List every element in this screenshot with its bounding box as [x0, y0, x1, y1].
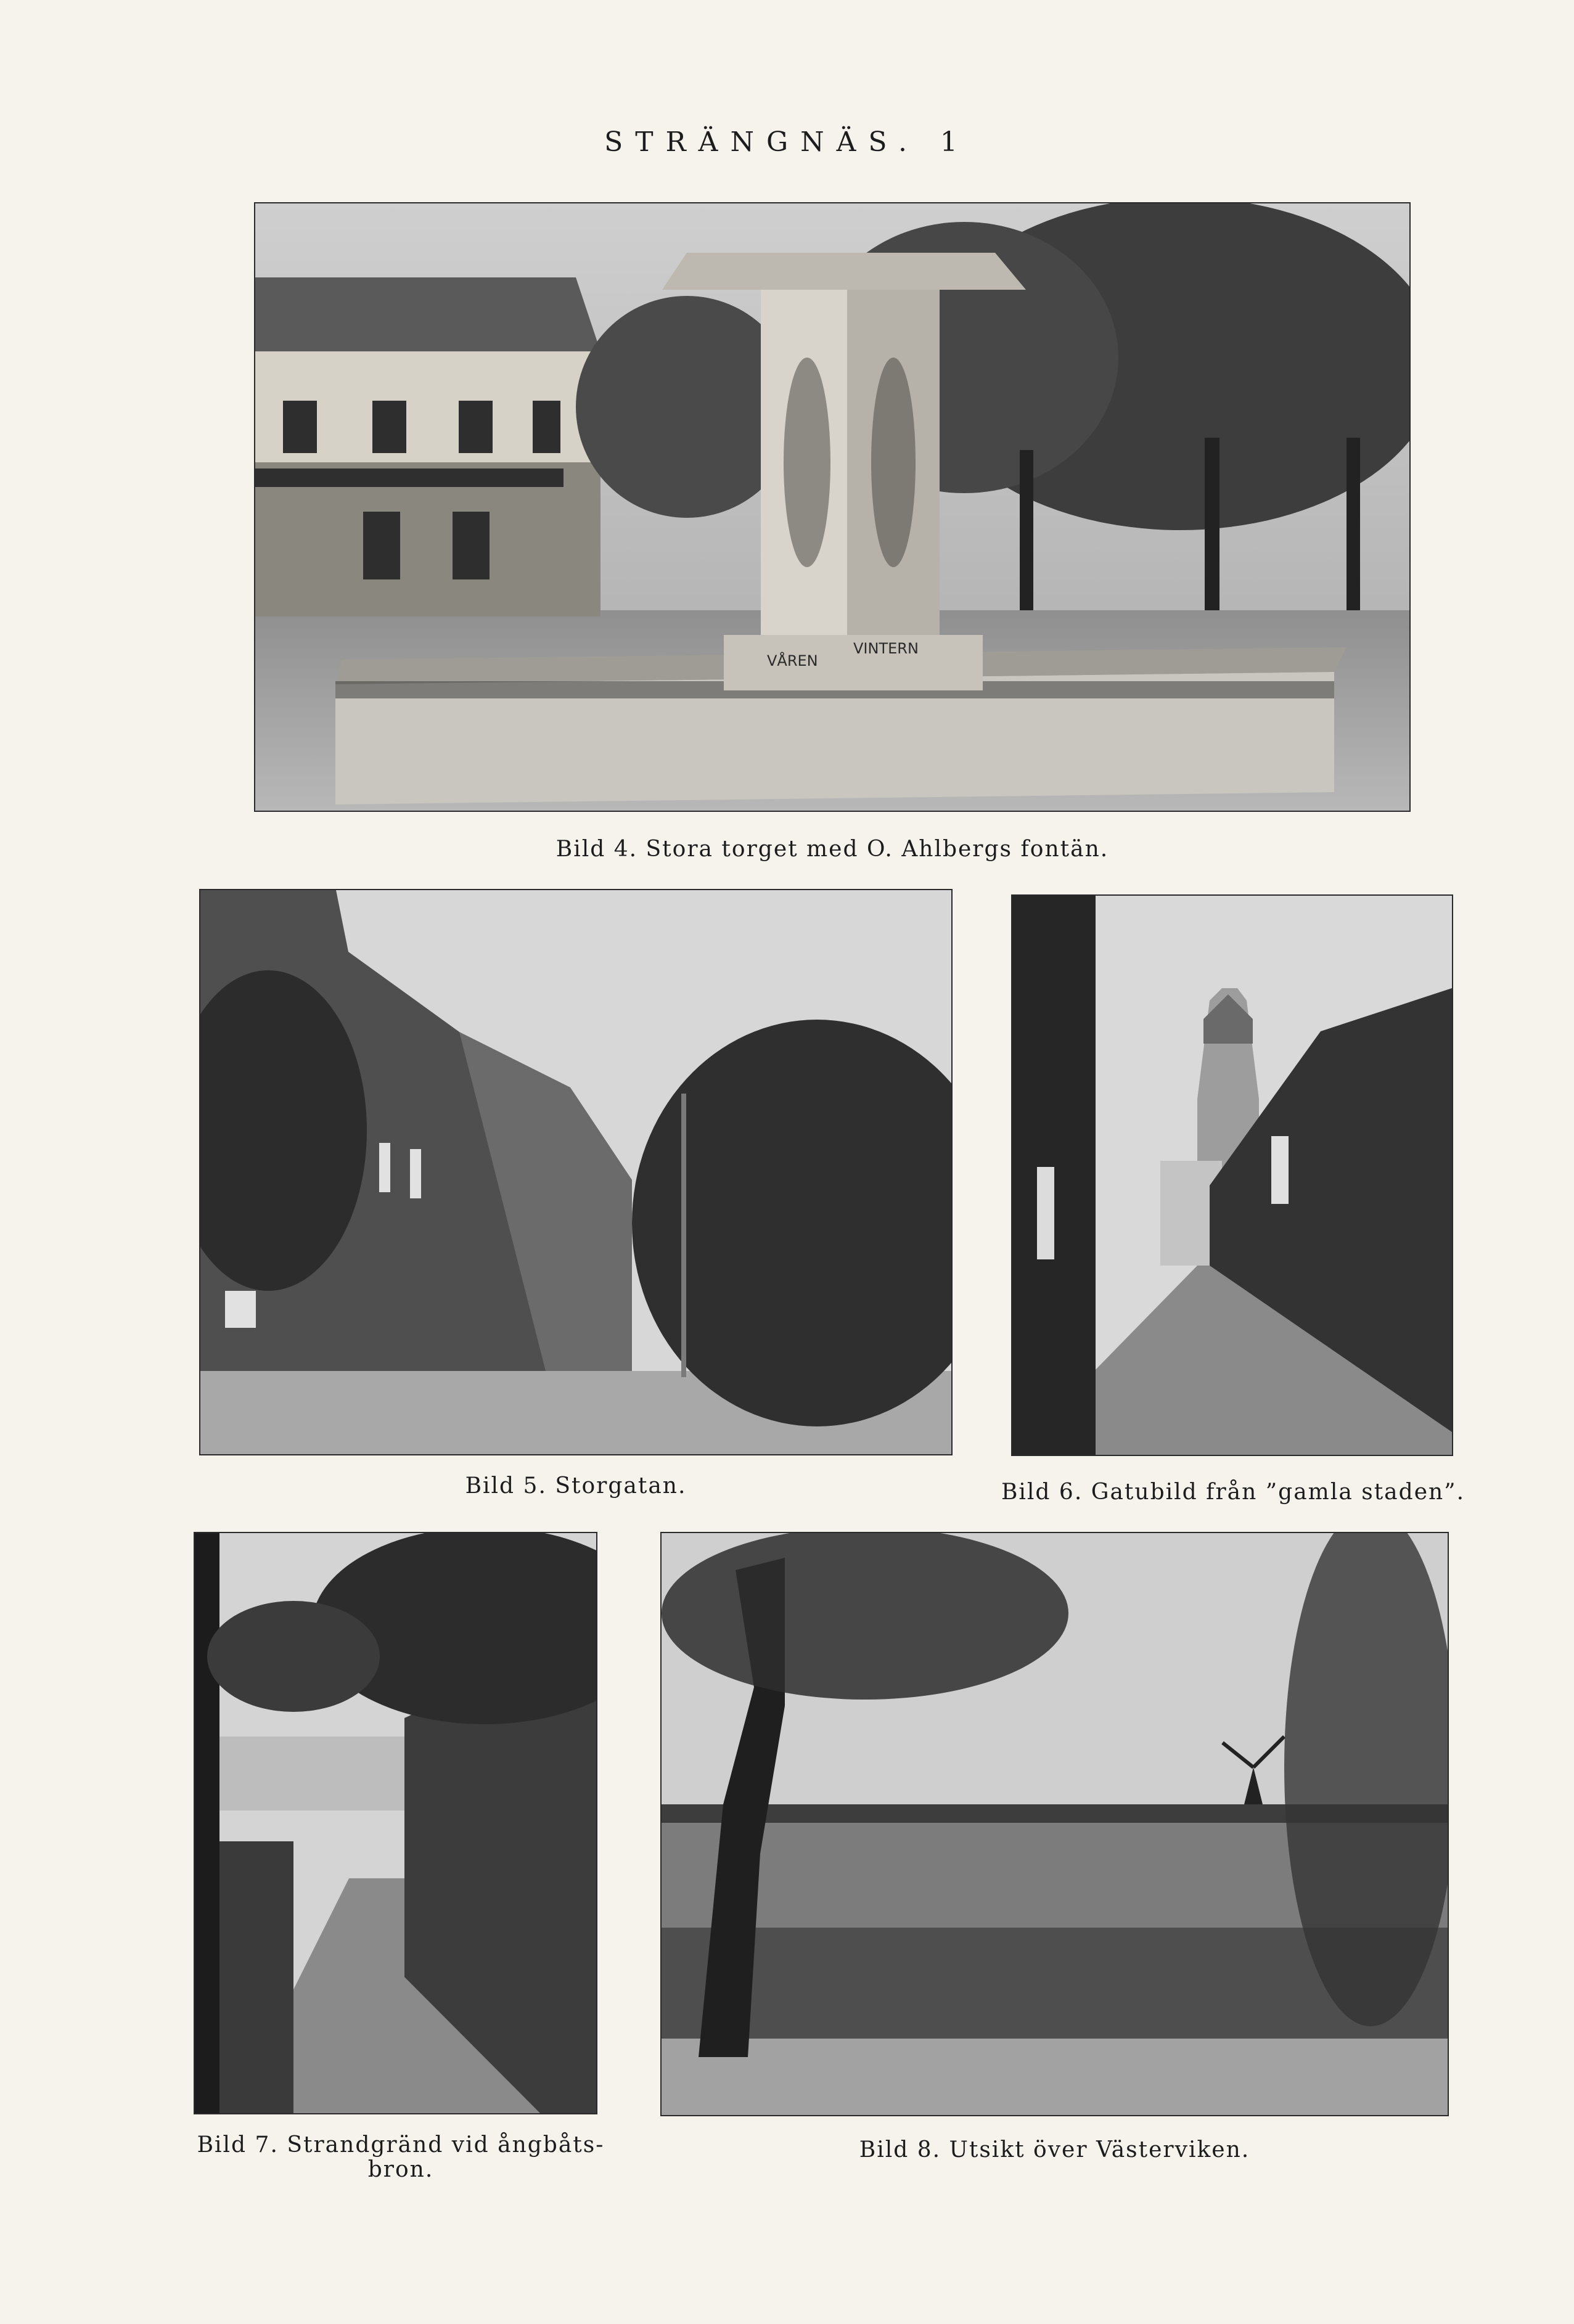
photo-storgatan	[200, 890, 951, 1454]
photo-strandgrand	[195, 1533, 596, 2113]
caption-bild-7-line2: bron.	[367, 2157, 434, 2182]
bay-view-image	[662, 1533, 1448, 2115]
inscription-vintern: VINTERN	[853, 640, 919, 657]
photo-gamla-staden	[1012, 896, 1452, 1455]
caption-bild-8: Bild 8. Utsikt över Västerviken.	[859, 2137, 1250, 2162]
inscription-varen: VÅREN	[767, 652, 818, 669]
caption-bild-4: Bild 4. Stora torget med O. Ahlbergs fontän.	[555, 837, 1109, 862]
alley-image	[195, 1533, 596, 2113]
street-image	[200, 890, 951, 1454]
old-town-street-image	[1012, 896, 1452, 1455]
page-header: STRÄNGNÄS. 1	[604, 126, 970, 158]
photo-stora-torget-fountain	[255, 203, 1409, 811]
fountain-square-image	[255, 203, 1409, 811]
caption-bild-5: Bild 5. Storgatan.	[465, 1473, 687, 1499]
caption-bild-6: Bild 6. Gatubild från ”gamla staden”.	[1001, 1479, 1465, 1505]
caption-bild-7-line1: Bild 7. Strandgränd vid ångbåts-	[197, 2132, 605, 2158]
photo-vasterviken	[662, 1533, 1448, 2115]
